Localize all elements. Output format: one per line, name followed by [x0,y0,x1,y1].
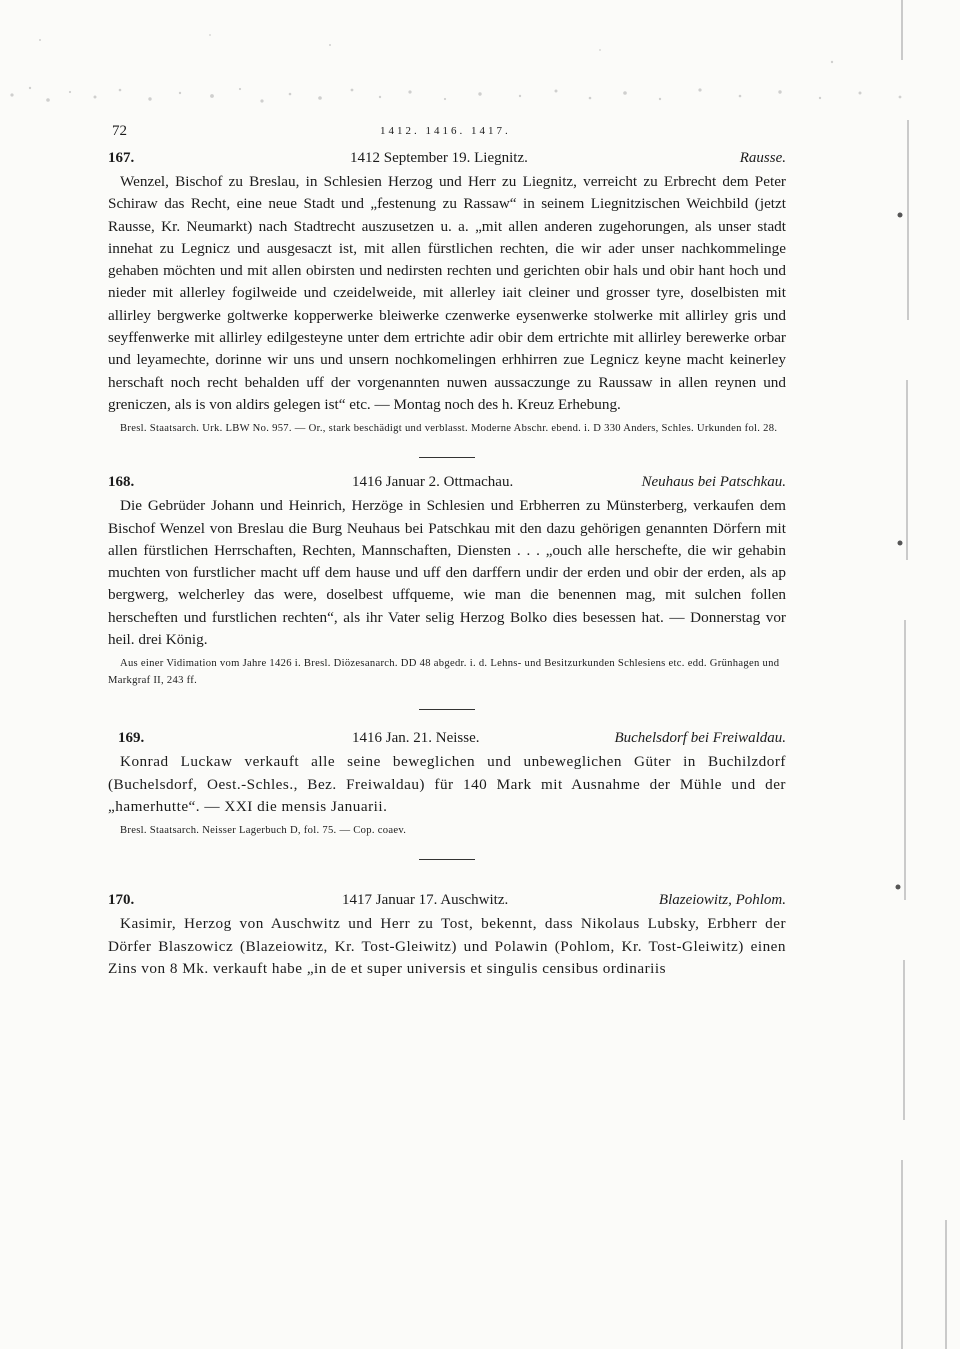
entry-text: Konrad Luckaw verkauft alle seine beweglichen und unbeweglichen Güter in Buchilzdorf (Buchelsdorf, Oest.-Schles., Bez. Freiwaldau) für 140 Mark mit Ausnahme der Mühle und der „hamerhutte“. — XXI die mensis Januarii. [108,753,786,815]
entry-text: Kasimir, Herzog von Auschwitz und Herr zu Tost, bekennt, dass Nikolaus Lubsky, Erbherr der Dörfer Blaszowicz (Blazeiowitz, Kr. Tost-Gleiwitz) und Polawin (Pohlom, Kr. Tost-Gleiwitz) einen Zins von 8 Mk. verkauft habe „in de et super universis et singulis censibus ordinariis [108,915,786,977]
entry-heading [108,150,786,171]
entry-text: Wenzel, Bischof zu Breslau, in Schlesien Herzog und Herr zu Liegnitz, verreicht zu Erbrecht dem Peter Schiraw das Recht, eine neue Stadt und „festenung zu Rassaw“ in seinem Liegnitzischen Weichbild (jetzt Rausse, Kr. Neumarkt) nach Stadtrecht auszusetzen u. a. „mit allen anderen zugehorungen, als unser stadt innehat zu Legnicz und ausgesaczt ist, mit allen fürstlichen rechten, die wir ader unser nachkommelinge gehaben möchten und mit allen obirsten und nedirsten rechten und gerichten obir hals und obir hant hoch und nieder mit allerley fogilweide und czeidelweide, mit allerley iait cleiner und grosser tyre, doselbisten mit allirley bergwerke goltwerke kopperwerke bleiwerke czenwerke eysenwerke stolwerke mit allirley gris und seyffenwerke mit allirley edilgesteyne unter dem ertrichte adir obir dem ertrichte mit allirley berewerke orbar und leyamechte, dorinne wir uns und unsern nochkomelingen erhhirren zue Legnicz keyne macht keinerley herschaft noch recht behalden uff der vorgenannten nuwen aussaczunge zu Raussaw in allen reynen und greniczen, als is von aldirs gelegen ist“ etc. — Montag noch des h. Kreuz Erhebung. [108,173,786,413]
entry-heading [108,474,786,495]
entry-167 [108,150,786,437]
page-number: 72 [112,123,127,139]
entry-heading [108,730,786,751]
entry-168 [108,474,786,689]
entry-locality: Blazeiowitz, Pohlom. [658,892,786,909]
document-page [108,120,786,980]
entry-source: Bresl. Staatsarch. Neisser Lagerbuch D, fol. 75. — Cop. coaev. [120,825,407,837]
entry-locality: Neuhaus bei Patschkau. [641,474,786,491]
entry-date-place: 1416 Jan. 21. Neisse. [352,730,480,747]
entry-date-place: 1416 Januar 2. Ottmachau. [352,474,514,491]
section-divider [419,709,475,710]
running-head: 1412. 1416. 1417. [380,125,511,137]
section-divider [419,859,475,860]
entry-locality: Buchelsdorf bei Freiwaldau. [614,730,786,747]
scan-edge-right [880,0,960,1349]
entry-number: 170. [108,892,135,909]
entry-text: Die Gebrüder Johann und Heinrich, Herzöge in Schlesien und Erbherren zu Münsterberg, verkaufen dem Bischof Wenzel von Breslau die Burg Neuhaus bei Patschkau mit den dazu gehörigen genannten Dörfern mit allen fürstlichen Herrschaften, Rechten, Mannschaften, Diensten . . . „ouch alle herschefte, die wir gehabin muchten von furstlicher macht uff dem hause und uff den darffern undir der erden und obir der erden, als ap bergwerg, welcherley das were, doselbest uffqueme, wie man die benennen mag, mit sulchen follen herscheften und furstlichen rechten“, als ihr Vater selig Herzog Bolko dies besessen hat. — Donnerstag vor heil. drei König. [108,497,786,649]
entry-heading [108,892,786,913]
entry-date-place: 1417 Januar 17. Auschwitz. [342,892,509,909]
section-divider [419,457,475,458]
entry-number: 168. [108,474,135,491]
page-header [108,120,786,150]
scan-noise-top [0,0,960,120]
entry-date-place: 1412 September 19. Liegnitz. [350,150,528,166]
entry-number: 167. [108,150,135,166]
entry-source: Aus einer Vidimation vom Jahre 1426 i. Bresl. Diözesanarch. DD 48 abgedr. i. d. Lehns- und Besitzurkunden Schlesiens etc. edd. Grünhagen und Markgraf II, 243 ff. [108,658,780,687]
entry-locality: Rausse. [739,150,786,166]
entry-169 [108,730,786,839]
entry-source: Bresl. Staatsarch. Urk. LBW No. 957. — Or., stark beschädigt und verblasst. Moderne Abschr. ebend. i. D 330 Anders, Schles. Urkunden fol. 28. [120,423,778,435]
entry-number: 169. [118,730,145,747]
entry-170 [108,892,786,980]
